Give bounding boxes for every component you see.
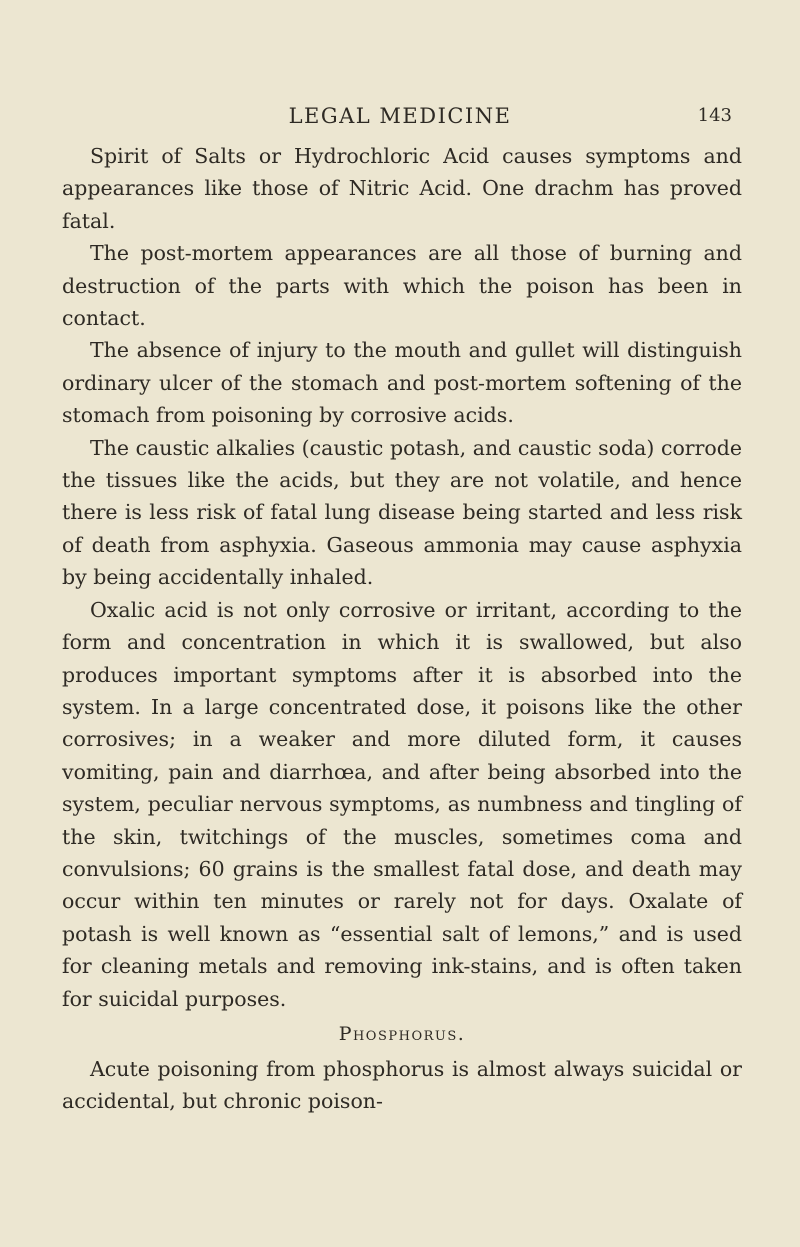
paragraph-acute-poisoning: Acute poisoning from phosphorus is almost always suicidal or accidental, but chronic poison- bbox=[62, 1056, 742, 1114]
paragraph-post-mortem-appearances: The post-mortem appearances are all those of burning and destruction of the parts with which the poison has been in contact. bbox=[62, 241, 742, 331]
paragraph-caustic-alkalies: The caustic alkalies (caustic potash, and caustic soda) corrode the tissues like the acids, but they are not volatile, and hence there is less risk of fatal lung disease being started and less risk of death from asphyxia. Gaseous ammonia may cause asphyxia by being accidentally inhaled. bbox=[62, 435, 742, 590]
paragraph-oxalic-acid: Oxalic acid is not only corrosive or irritant, according to the form and concentration in which it is swallowed, but also produces important symptoms after it is absorbed into the system. In a large concentrated dose, it poisons like the other corrosives; in a weaker and more diluted form, it causes vomiting, pain and diarrhœa, and after being absorbed into the system, peculiar nervous symptoms, as numbness and tingling of the skin, twitchings of the muscles, sometimes coma and convulsions; 60 grains is the smallest fatal dose, and death may occur within ten minutes or rarely not for days. Oxalate of potash is well known as “essential salt of lemons,” and is used for cleaning metals and removing ink-stains, and is often taken for suicidal purposes. bbox=[62, 597, 742, 1011]
paragraph-absence-of-injury: The absence of injury to the mouth and gullet will distinguish ordinary ulcer of the stomach and post-mortem softening of the stomach from poisoning by corrosive acids. bbox=[62, 338, 742, 428]
page-number: 143 bbox=[697, 105, 732, 126]
section-heading-phosphorus: Phosphorus. bbox=[338, 1022, 466, 1045]
paragraph-hydrochloric-acid: Spirit of Salts or Hydrochloric Acid causes symptoms and appearances like those of Nitric Acid. One drachm has proved fatal. bbox=[62, 144, 742, 233]
body-text bbox=[62, 140, 742, 1118]
running-head bbox=[0, 100, 800, 132]
running-title: LEGAL MEDICINE bbox=[288, 104, 512, 128]
